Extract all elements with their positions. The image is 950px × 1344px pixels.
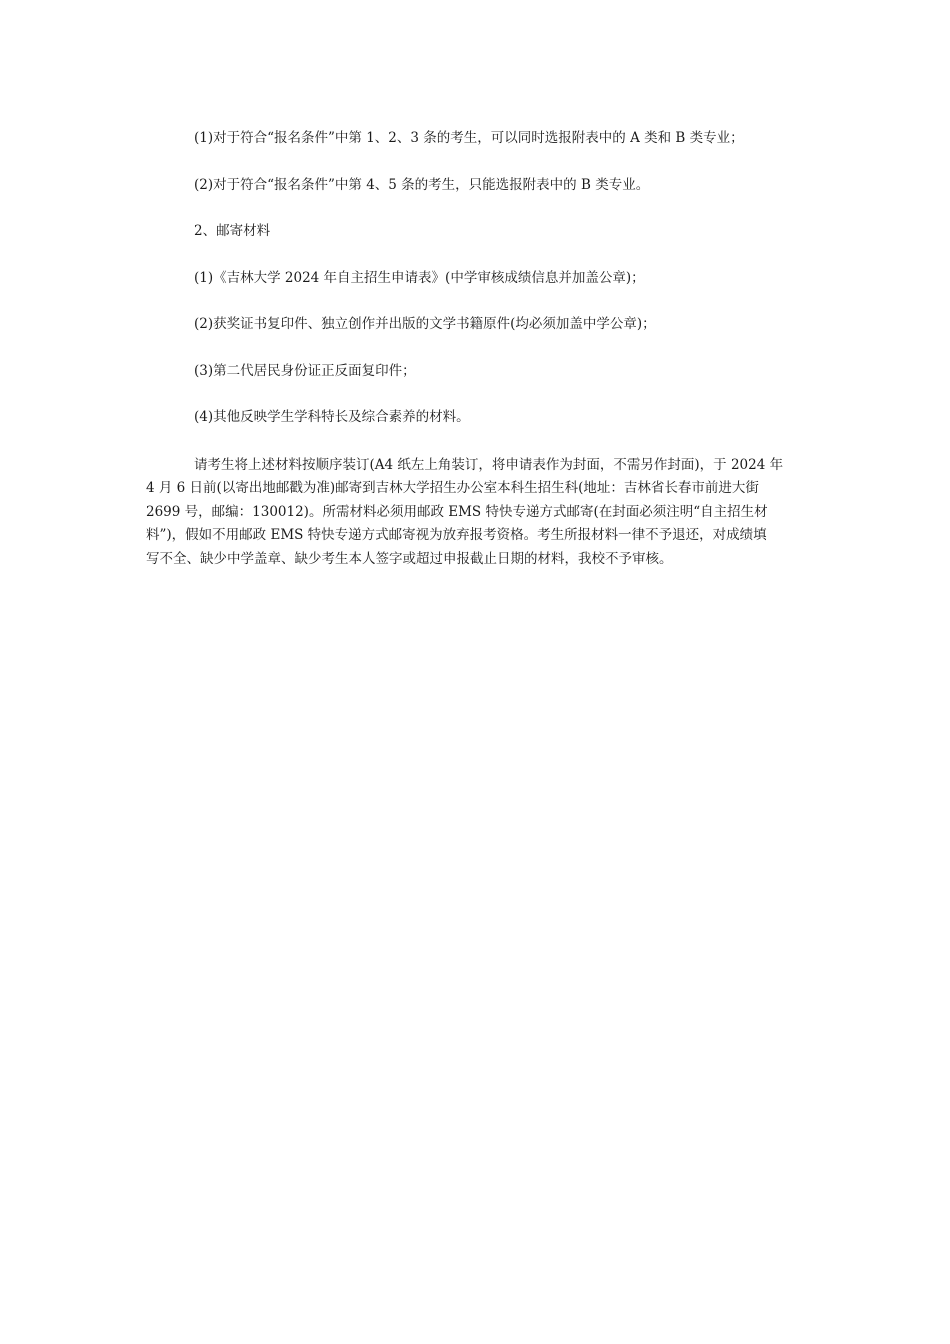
item-list: [146, 128, 806, 427]
section-heading: 2、邮寄材料: [194, 223, 271, 239]
paragraph-line: 请考生将上述材料按顺序装订(A4 纸左上角装订，将申请表作为封面，不需另作封面)，于 2024 年: [194, 456, 784, 473]
paragraph-line: 料”)，假如不用邮政 EMS 特快专递方式邮寄视为放弃报考资格。考生所报材料一律不予退还，对成绩填: [146, 527, 767, 543]
list-item: (4)其他反映学生学科特长及综合素养的材料。: [194, 409, 470, 425]
document-body: [146, 128, 806, 571]
list-item: (1)对于符合“报名条件”中第 1、2、3 条的考生，可以同时选报附表中的 A 类和 B 类专业；: [194, 130, 744, 146]
list-item: (2)获奖证书复印件、独立创作并出版的文学书籍原件(均必须加盖中学公章)；: [194, 316, 656, 332]
instruction-paragraph: [146, 454, 806, 572]
paragraph-line: 写不全、缺少中学盖章、缺少考生本人签字或超过申报截止日期的材料，我校不予审核。: [146, 550, 673, 567]
paragraph-line: 4 月 6 日前(以寄出地邮戳为准)邮寄到吉林大学招生办公室本科生招生科(地址：吉林省长春市前进大街: [146, 480, 759, 496]
list-item: (2)对于符合“报名条件”中第 4、5 条的考生，只能选报附表中的 B 类专业。: [194, 176, 650, 193]
list-item: (3)第二代居民身份证正反面复印件；: [194, 362, 416, 379]
list-item: (1)《吉林大学 2024 年自主招生申请表》(中学审核成绩信息并加盖公章)；: [194, 269, 645, 286]
paragraph-line: 2699 号，邮编：130012)。所需材料必须用邮政 EMS 特快专递方式邮寄(在封面必须注明“自主招生材: [146, 503, 768, 520]
